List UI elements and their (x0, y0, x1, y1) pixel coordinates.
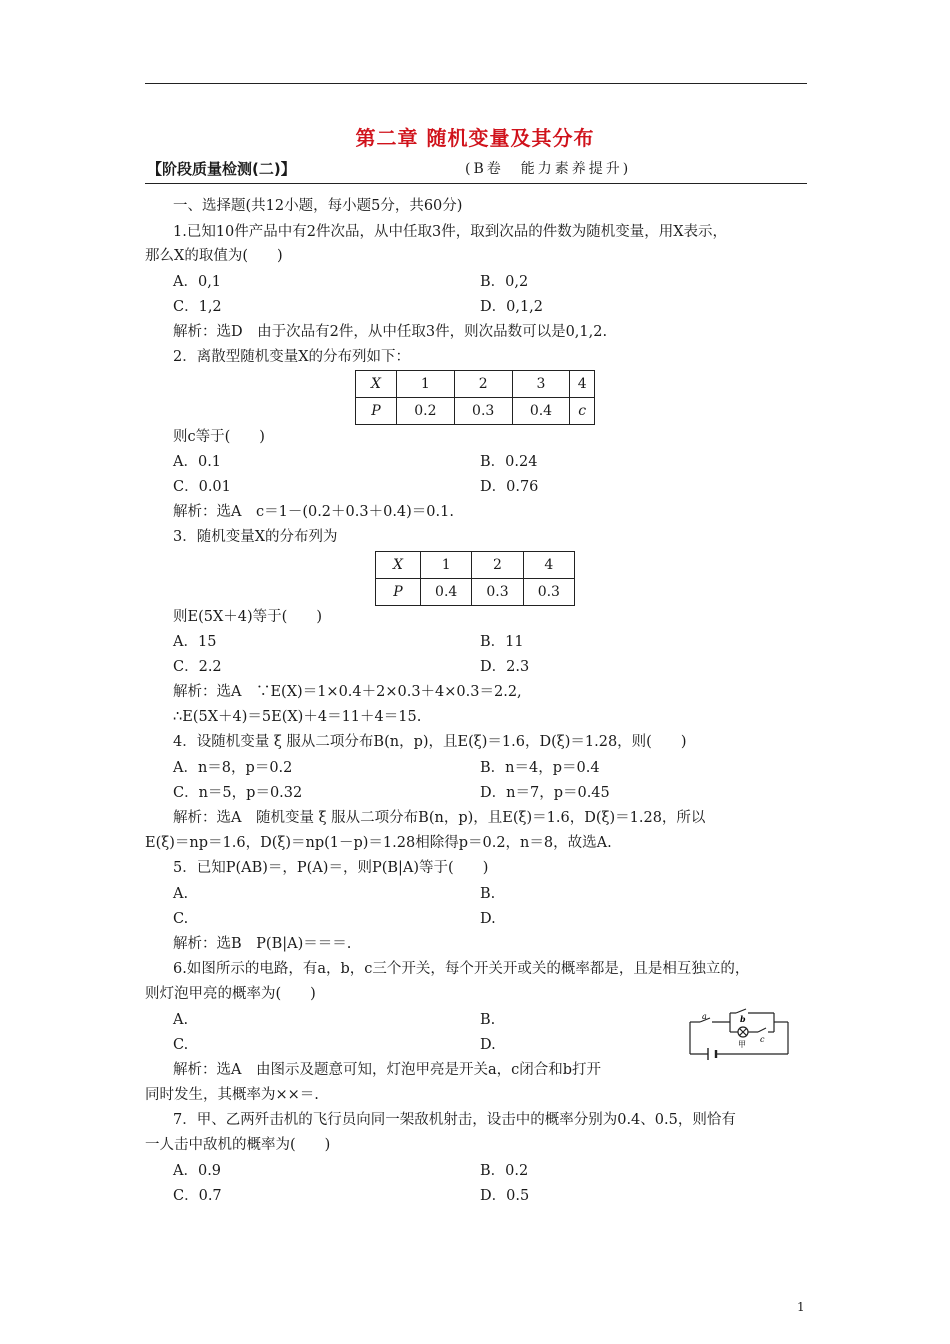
q2-option-b: B．0.24 (480, 454, 538, 470)
table-cell: 0.3 (523, 579, 574, 606)
table-row (376, 579, 575, 606)
q3-option-b: B．11 (480, 634, 524, 650)
switch-c-label: c (760, 1035, 765, 1044)
q4-option-b: B．n＝4，p＝0.4 (480, 760, 600, 776)
q4-option-d: D．n＝7，p＝0.45 (480, 785, 610, 801)
q7-option-a: A．0.9 (173, 1163, 222, 1179)
table-cell: 4 (570, 371, 595, 398)
table-row (356, 398, 595, 425)
volume-label: (B卷 能力素养提升) (465, 161, 632, 177)
q1-option-d: D．0,1,2 (480, 299, 544, 315)
q4-analysis-1: 解析：选A 随机变量 ξ 服从二项分布B(n，p)，且E(ξ)＝1.6，D(ξ)＝1.28，所以 (173, 810, 706, 826)
q7-stem-1: 7．甲、乙两歼击机的飞行员向同一架敌机射击，设击中的概率分别为0.4、0.5，则恰有 (173, 1112, 736, 1128)
table-cell: 1 (397, 371, 455, 398)
q5-option-d: D. (480, 911, 496, 927)
q6-stem-2: 则灯泡甲亮的概率为( ) (145, 986, 316, 1002)
table-row (356, 371, 595, 398)
table-cell: 2 (472, 552, 523, 579)
q2-analysis: 解析：选A c＝1－(0.2＋0.3＋0.4)＝0.1. (173, 504, 454, 520)
stage-label: 【阶段质量检测(二)】 (147, 160, 296, 178)
q1-analysis: 解析：选D 由于次品有2件，从中任取3件，则次品数可以是0,1,2. (173, 324, 608, 340)
page-number: 1 (797, 1300, 805, 1314)
q1-option-c: C．1,2 (173, 299, 222, 315)
chapter-title: 第二章 随机变量及其分布 (355, 126, 595, 150)
table-cell: 0.3 (472, 579, 523, 606)
q7-option-c: C．0.7 (173, 1188, 222, 1204)
q5-stem: 5．已知P(AB)＝，P(A)＝，则P(B|A)等于( ) (173, 860, 489, 876)
q1-option-a: A．0,1 (173, 274, 222, 290)
q3-stem: 3．随机变量X的分布列为 (173, 529, 338, 545)
q7-option-d: D．0.5 (480, 1188, 530, 1204)
q4-stem: 4．设随机变量 ξ 服从二项分布B(n，p)，且E(ξ)＝1.6，D(ξ)＝1.28，则( ) (173, 734, 687, 750)
q2-stem: 2．离散型随机变量X的分布列如下： (173, 349, 411, 365)
q4-analysis-2: E(ξ)＝np＝1.6，D(ξ)＝np(1－p)＝1.28相除得p＝0.2，n＝8，故选A. (145, 835, 612, 851)
q3-option-c: C．2.2 (173, 659, 222, 675)
q2-distribution-table (355, 370, 595, 425)
q3-option-a: A．15 (173, 634, 217, 650)
q2-option-d: D．0.76 (480, 479, 539, 495)
q6-analysis-1: 解析：选A 由图示及题意可知，灯泡甲亮是开关a，c闭合和b打开 (173, 1062, 602, 1078)
table-cell: 1 (421, 552, 472, 579)
q1-option-b: B．0,2 (480, 274, 529, 290)
q3-analysis-2: ∴E(5X＋4)＝5E(X)＋4＝11＋4＝15. (173, 709, 422, 725)
table-cell: 0.4 (512, 398, 570, 425)
section-rule (145, 183, 807, 184)
q6-option-b: B. (480, 1012, 496, 1028)
q5-option-b: B. (480, 886, 496, 902)
q4-option-a: A．n＝8，p＝0.2 (173, 760, 293, 776)
table-cell: P (376, 579, 421, 606)
q6-option-a: A. (173, 1012, 189, 1028)
q6-option-d: D. (480, 1037, 496, 1053)
table-cell: 0.3 (454, 398, 512, 425)
q6-analysis-2: 同时发生，其概率为××＝. (145, 1087, 319, 1103)
q5-option-c: C. (173, 911, 189, 927)
table-cell: X (356, 371, 397, 398)
q3-analysis-1: 解析：选A ∵E(X)＝1×0.4＋2×0.3＋4×0.3＝2.2, (173, 684, 522, 700)
table-cell: 2 (454, 371, 512, 398)
table-cell: 4 (523, 552, 574, 579)
q1-stem-1: 1.已知10件产品中有2件次品，从中任取3件，取到次品的件数为随机变量，用X表示， (173, 224, 728, 240)
table-cell: P (356, 398, 397, 425)
q7-option-b: B．0.2 (480, 1163, 529, 1179)
q3-ask: 则E(5X＋4)等于( ) (173, 609, 322, 625)
lamp-label: 甲 (738, 1040, 746, 1049)
q5-option-a: A. (173, 886, 189, 902)
section-heading: 一、选择题(共12小题，每小题5分，共60分) (173, 198, 463, 214)
q2-option-c: C．0.01 (173, 479, 231, 495)
table-cell: X (376, 552, 421, 579)
table-row (376, 552, 575, 579)
circuit-diagram (688, 1008, 792, 1060)
table-cell: 0.2 (397, 398, 455, 425)
switch-a-label: a (702, 1012, 707, 1021)
q5-analysis: 解析：选B P(B|A)＝＝＝. (173, 936, 352, 952)
q7-stem-2: 一人击中敌机的概率为( ) (145, 1137, 331, 1153)
q1-stem-2: 那么X的取值为( ) (145, 248, 283, 264)
table-cell: 3 (512, 371, 570, 398)
q3-option-d: D．2.3 (480, 659, 530, 675)
table-cell: c (570, 398, 595, 425)
q2-option-a: A．0.1 (173, 454, 222, 470)
switch-b-label: b (740, 1014, 746, 1024)
q4-option-c: C．n＝5，p＝0.32 (173, 785, 303, 801)
header-rule (145, 83, 807, 84)
table-cell: 0.4 (421, 579, 472, 606)
q2-ask: 则c等于( ) (173, 429, 265, 445)
q6-option-c: C. (173, 1037, 189, 1053)
q6-stem-1: 6.如图所示的电路，有a，b，c三个开关，每个开关开或关的概率都是，且是相互独立的， (173, 961, 750, 977)
q3-distribution-table (375, 551, 575, 606)
